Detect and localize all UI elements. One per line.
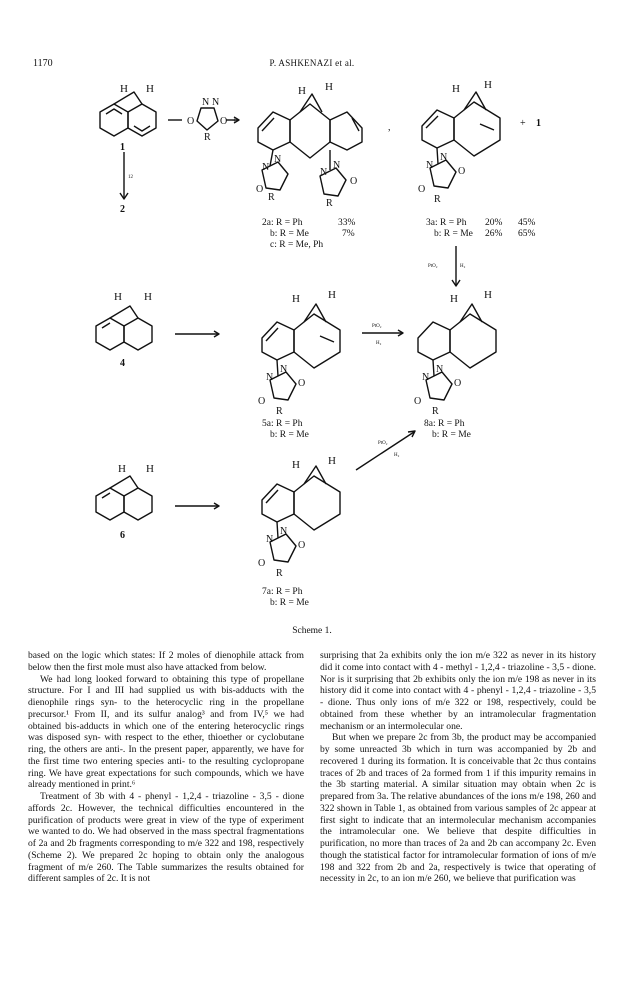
compound-2-structure [258,94,362,196]
atom-o: O [298,378,306,389]
paragraph: We had long looked forward to obtaining this type of propellane structure. For I and III had supplied us with bis-adducts with the dienophile rings syn- to the heterocyclic ring in the propellane precursor.¹ From II, and its sulfur analog³ and from IV,⁵ we had obtained bis-adducts in which one of the entering heterocyclic rings was disposed syn- with respect to the ether, thioether or cyclobutane ring, the others are anti-. In the present paper, apparently, we have for the first time two entering species anti- to the resulting cyclopropane ring. We have great expectations for such compounds, which we have already mentioned in print.⁶ [28,673,304,791]
atom-o: O [414,396,422,407]
arrow-label-h2: H₂ [460,264,466,269]
label-3a: 3a: R = Ph [426,218,467,228]
label-3b: b: R = Me [434,229,473,239]
label-5a: 5a: R = Ph [262,419,303,429]
atom-n: N [333,160,341,171]
compound-6-structure [96,476,152,520]
h-label: H [484,289,492,301]
h-label: H [146,463,154,475]
label-2b: b: R = Me [270,229,309,239]
compound-4-structure [96,306,152,350]
h-label: H [452,83,460,95]
paragraph: surprising that 2a exhibits only the ion m/e 322 as never in its history did it come into contact with 4 - methyl - 1,2,4 - triazoline - 3,5 - dione. Nor is it surprising that 2b exhibits only the ion m/e 198 as never in its history did it come into contact with 4 - phenyl - 1,2,4 - triazoline - 3,5 - dione. Thus only ions of m/e 322 or 198, respectively, could be obtained from these whether by an intramolecular fragmentation mechanism or an intermolecular one. [320,650,596,732]
h-label: H [118,463,126,475]
label-2c: c: R = Me, Ph [270,240,324,250]
h-label: H [114,291,122,303]
atom-n: N [422,372,430,383]
atom-r: R [276,568,283,579]
running-head: P. ASHKENAZI et al. [269,58,355,68]
compound-number: 1 [536,118,541,129]
compound-number: 2 [120,204,125,215]
atom-n: N [280,526,288,537]
arrow-label: 12 [128,175,133,180]
atom-o: O [298,540,306,551]
compound-1-structure [100,92,156,136]
paragraph: Treatment of 3b with 4 - phenyl - 1,2,4 - triazoline - 3,5 - dione affords 2c. However, the technical difficulties encountered in the purification of products were great in view of the type of experiment we wanted to do. We had observed in the mass spectral fragmentations of 2a and 2b fragments corresponding to m/e 322 and 198, respectively (Scheme 2). We prepared 2c hoping to obtain only the analogous fragment of m/e 260. The Table summarizes the results obtained for different samples of 2c. It is not [28,791,304,885]
plus-sign: + [232,116,238,127]
comma: , [388,122,391,133]
label-5b: b: R = Me [270,430,309,440]
atom-n: N [202,97,210,108]
reaction-scheme [0,70,624,630]
h-label: H [328,289,336,301]
h-label: H [292,293,300,305]
atom-n: N [266,534,274,545]
atom-o: O [458,166,466,177]
h-label: H [484,79,492,91]
yield-3b-1: 26% [485,229,503,239]
arrow-label-pto2: PtO₂ [372,324,382,329]
atom-r: R [204,132,211,143]
atom-n: N [426,160,434,171]
atom-r: R [326,198,333,209]
atom-r: R [276,406,283,417]
atom-n: N [266,372,274,383]
atom-o: O [220,116,228,127]
label-2a: 2a: R = Ph [262,218,303,228]
atom-n: N [320,167,328,178]
atom-r: R [434,194,441,205]
yield-2a: 33% [338,218,356,228]
atom-n: N [436,364,444,375]
atom-n: N [280,364,288,375]
h-label: H [292,459,300,471]
atom-r: R [432,406,439,417]
atom-o: O [454,378,462,389]
compound-number: 4 [120,358,125,369]
h-label: H [450,293,458,305]
text-column-left [28,650,304,885]
h-label: H [144,291,152,303]
atom-o: O [258,396,266,407]
atom-o: O [187,116,195,127]
atom-n: N [440,152,448,163]
atom-n: N [212,97,220,108]
atom-o: O [258,558,266,569]
h-label: H [298,85,306,97]
h-label: H [325,81,333,93]
scheme-caption: Scheme 1. [292,626,332,636]
atom-o: O [350,176,358,187]
arrow-label-h2: H₂ [376,341,382,346]
compound-number: 6 [120,530,125,541]
yield-2b: 7% [342,229,355,239]
yield-3a-1: 20% [485,218,503,228]
yield-3b-2: 65% [518,229,536,239]
atom-r: R [268,192,275,203]
arrow-label-pto2: PtO₂ [428,264,438,269]
atom-o: O [418,184,426,195]
arrow-label-pto2: PtO₂ [378,441,388,446]
paragraph: based on the logic which states: If 2 moles of dienophile attack from below then the first mole must also have attacked from below. [28,650,304,673]
label-7b: b: R = Me [270,598,309,608]
atom-n: N [262,162,270,173]
yield-3a-2: 45% [518,218,536,228]
h-label: H [328,455,336,467]
label-7a: 7a: R = Ph [262,587,303,597]
plus-sign: + [520,118,526,129]
h-label: H [146,83,154,95]
text-column-right [320,650,596,885]
arrow-label-h2: H₂ [394,453,400,458]
label-8a: 8a: R = Ph [424,419,465,429]
compound-number: 1 [120,142,125,153]
atom-n: N [274,154,282,165]
label-8b: b: R = Me [432,430,471,440]
paragraph: But when we prepare 2c from 3b, the product may be accompanied by some unreacted 3b which in turn was accompanied by 2b and recovered 1 during its formation. It is conceivable that 2c thus contains traces of 2b and traces of 2a formed from 1 if this impurity remains in the 3b starting material. A similar situation may obtain when 2c is prepared from 3a. The relative abundances of the ions m/e 198, 260 and 322 shown in Table 1, as obtained from various samples of 2c appear at first sight to indicate that an intermolecular mechanism accompanies the intramolecular one. We believe that despite difficulties in purification, no more than traces of 2a and 2b can accompany 2c. Even though the statistical factor for intramolecular formation of ions of m/e 198 and 322 from 2b and 2a, respectively is twice that operating of necessity in 2c, to an ion m/e 260, we believe that purification was [320,732,596,885]
h-label: H [120,83,128,95]
page-number: 1170 [33,58,53,69]
atom-o: O [256,184,264,195]
